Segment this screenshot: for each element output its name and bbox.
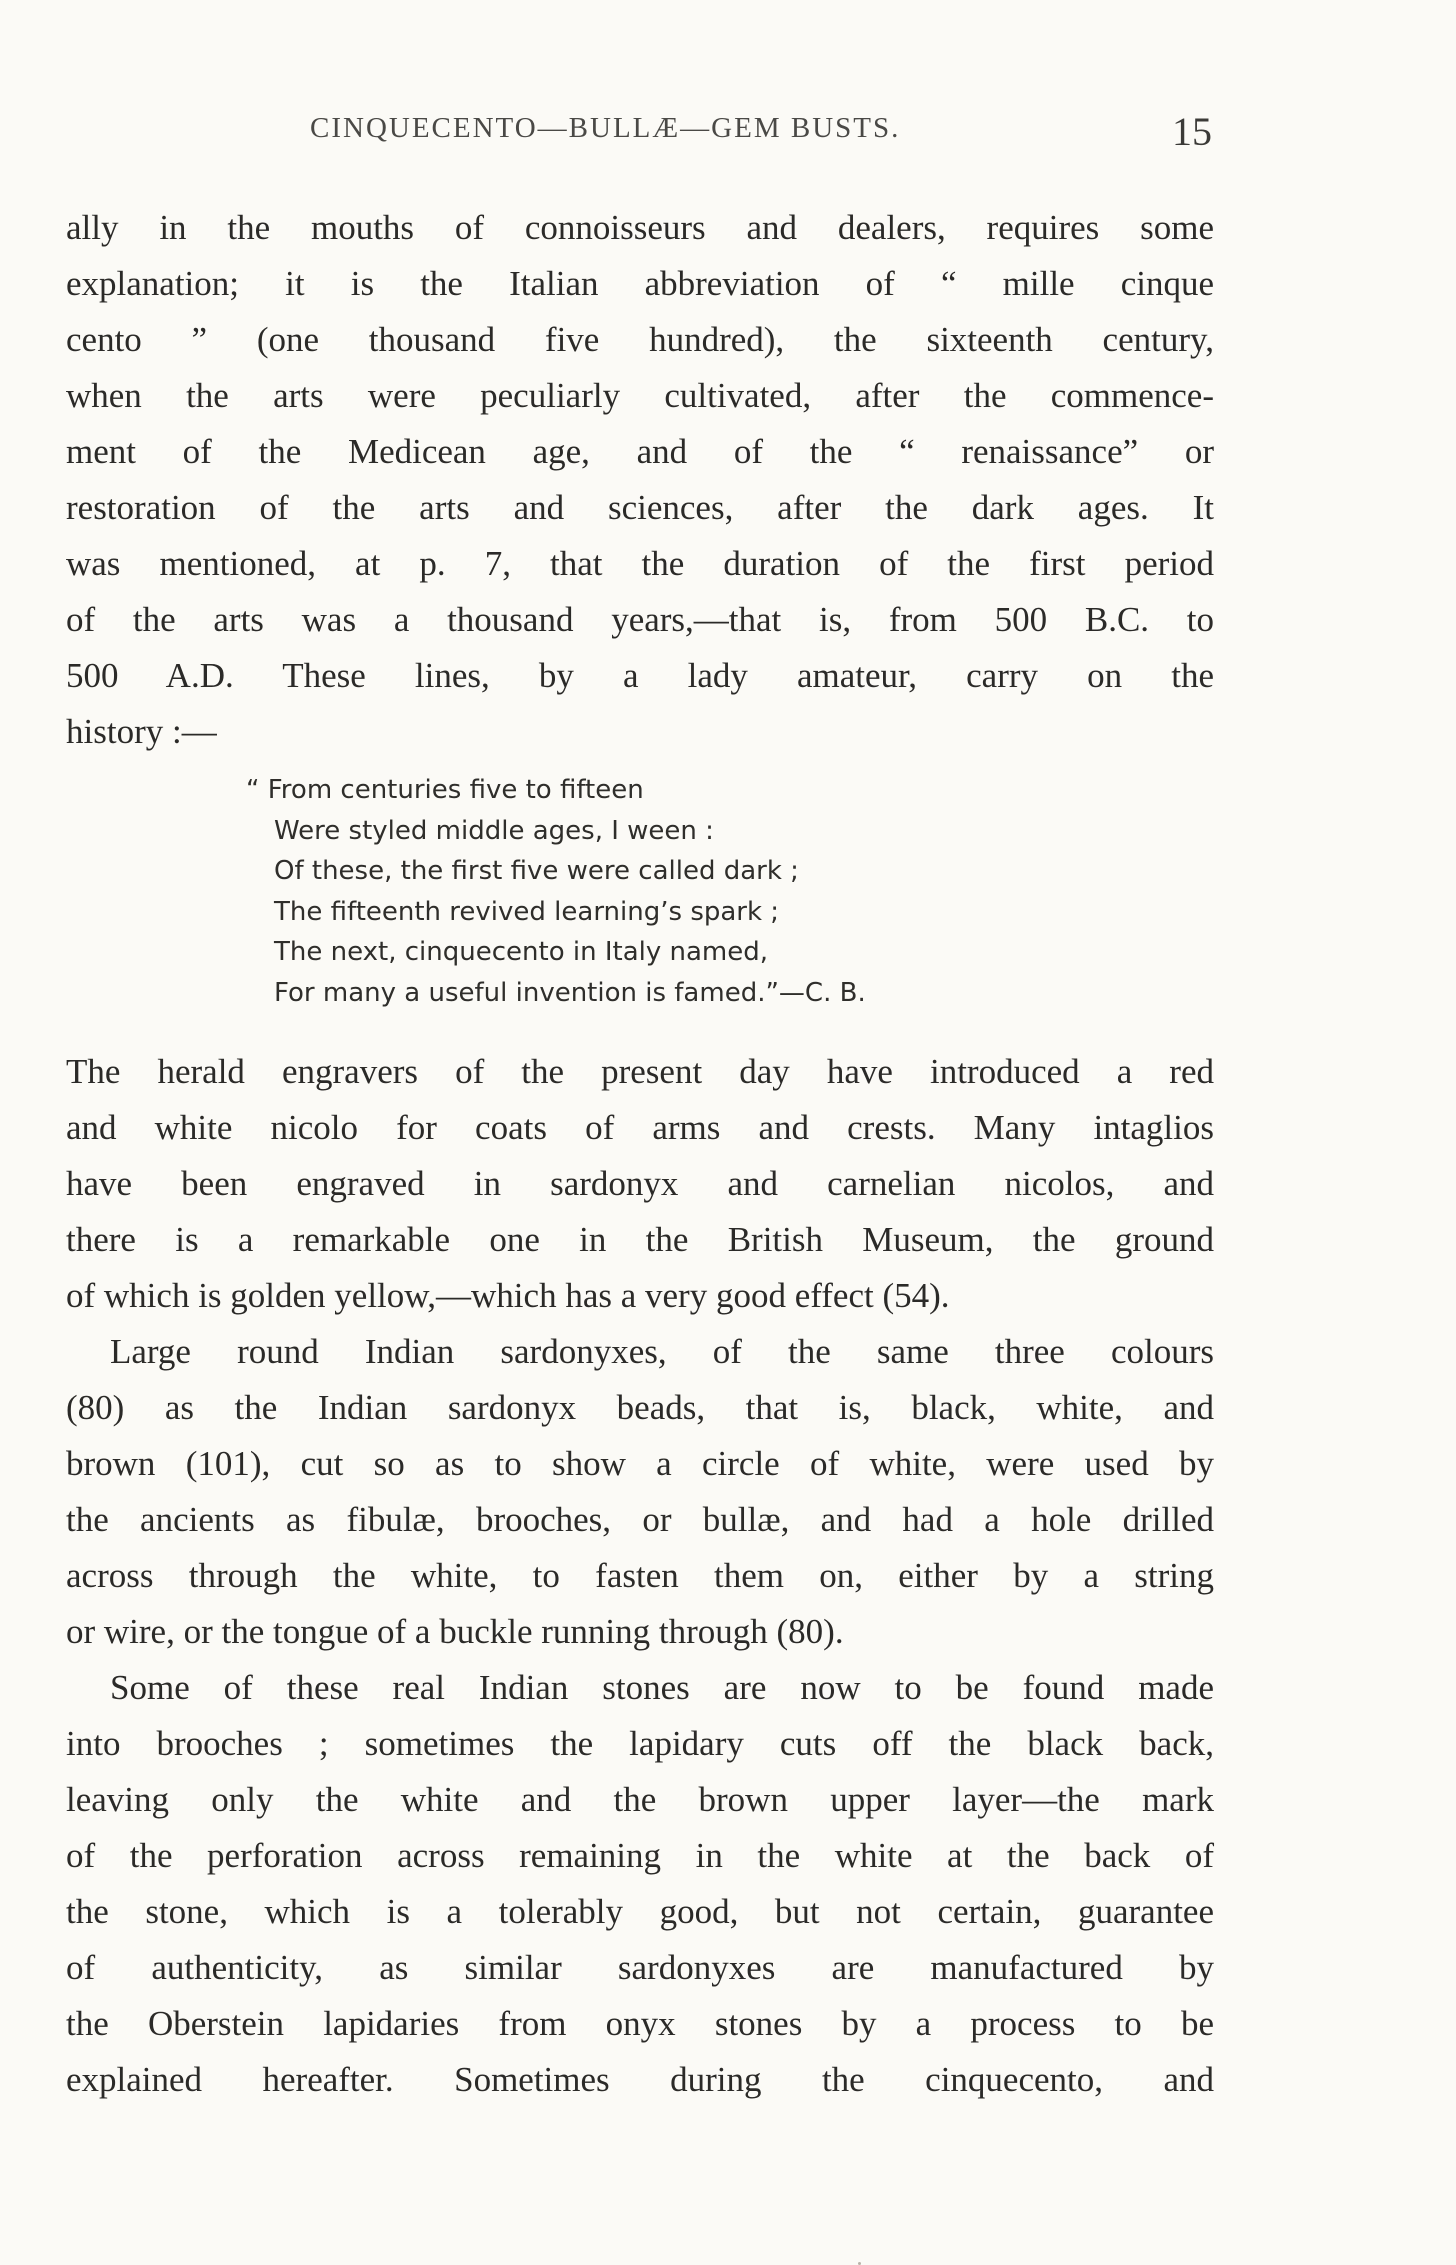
verse-line: Were styled middle ages, I ween : [274,815,714,846]
verse-line: Of these, the first five were called dark ; [274,856,799,886]
page-number: 15 [1172,109,1212,154]
verse-line: The fifteenth revived learning’s spark ; [274,896,780,927]
paragraph-1 [66,200,1214,760]
text-line: the Oberstein lapidaries from onyx stones by a process to be [66,2004,1214,2043]
running-title: CINQUECENTO—BULLÆ—GEM BUSTS. [310,112,901,144]
paragraph-3 [66,1324,1214,1660]
text-line: explained hereafter. Sometimes during the cinquecento, and [66,2060,1214,2099]
text-line: (80) as the Indian sardonyx beads, that is, black, white, and [66,1388,1214,1427]
text-line: across through the white, to fasten them on, either by a string [66,1556,1214,1595]
paragraph-2 [66,1044,1214,1324]
text-line: have been engraved in sardonyx and carnelian nicolos, and [66,1164,1214,1203]
text-line: ally in the mouths of connoisseurs and dealers, requires some [66,208,1214,247]
text-line: ment of the Medicean age, and of the “ renaissance” or [66,432,1214,471]
text-line: or wire, or the tongue of a buckle running through (80). [66,1612,844,1651]
text-line: there is a remarkable one in the British Museum, the ground [66,1220,1214,1259]
text-line: of which is golden yellow,—which has a very good effect (54). [66,1276,950,1315]
running-head [0,108,1456,158]
text-line: the ancients as fibulæ, brooches, or bullæ, and had a hole drilled [66,1500,1214,1539]
text-line: restoration of the arts and sciences, after the dark ages. It [66,488,1214,527]
text-line: was mentioned, at p. 7, that the duration of the first period [66,544,1214,583]
text-line: 500 A.D. These lines, by a lady amateur, carry on the [66,656,1214,695]
text-line: into brooches ; sometimes the lapidary cuts off the black back, [66,1724,1214,1763]
verse-line: The next, cinquecento in Italy named, [274,937,768,967]
text-line: and white nicolo for coats of arms and crests. Many intaglios [66,1108,1214,1147]
text-line: leaving only the white and the brown upper layer—the mark [66,1780,1214,1819]
text-line: the stone, which is a tolerably good, but not certain, guarantee [66,1892,1214,1931]
text-line: The herald engravers of the present day have introduced a red [66,1052,1214,1091]
text-line: Some of these real Indian stones are now to be found made [110,1668,1214,1707]
text-line: Large round Indian sardonyxes, of the same three colours [110,1332,1214,1371]
text-line: of the perforation across remaining in the white at the back of [66,1836,1214,1875]
verse-quotation [246,770,1146,1013]
text-line: of the arts was a thousand years,—that is, from 500 B.C. to [66,600,1214,639]
text-line: of authenticity, as similar sardonyxes are manufactured by [66,1948,1214,1987]
text-line: when the arts were peculiarly cultivated, after the commence- [66,376,1214,415]
verse-line: “ From centuries five to fifteen [246,775,644,805]
paragraph-4 [66,1660,1214,2108]
text-line: explanation; it is the Italian abbreviation of “ mille cinque [66,264,1214,303]
text-line: history :— [66,712,217,751]
verse-line: For many a useful invention is famed.”—C. B. [274,977,866,1008]
text-line: brown (101), cut so as to show a circle of white, were used by [66,1444,1214,1483]
text-line: cento ” (one thousand five hundred), the sixteenth century, [66,320,1214,359]
